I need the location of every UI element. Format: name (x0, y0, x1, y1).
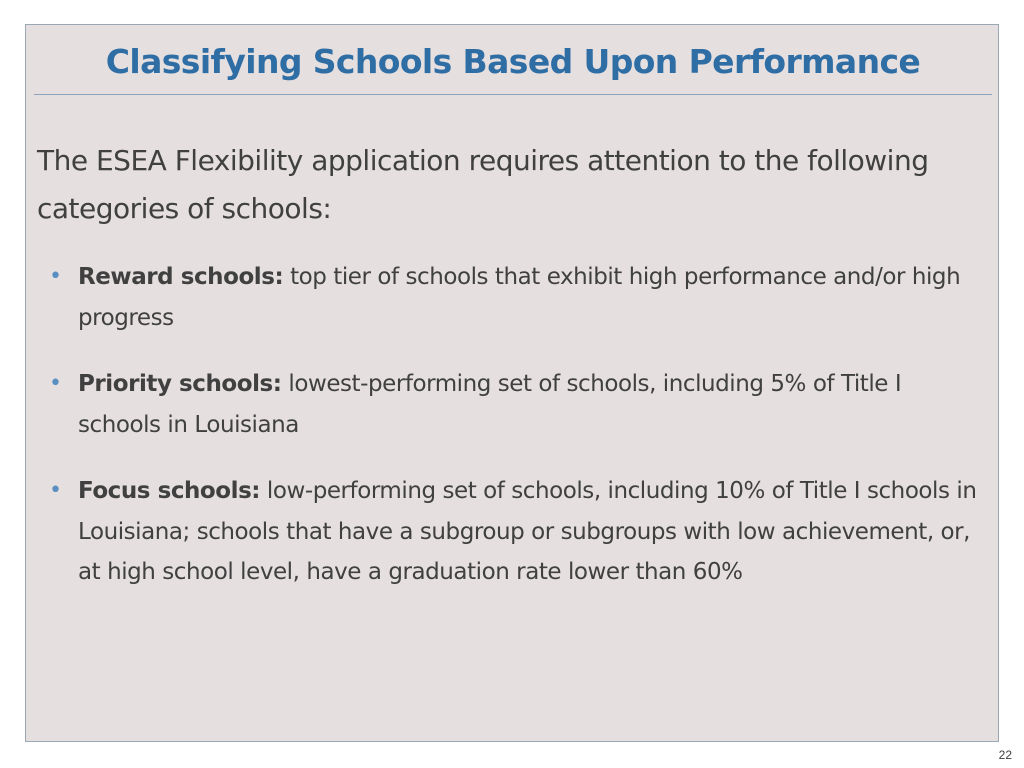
title-divider (34, 94, 992, 95)
bullet-text: lowest-performing set of schools, including 5% of Title I schools in Louisiana (78, 371, 902, 438)
intro-text: The ESEA Flexibility application requires attention to the following categories of schools: (37, 144, 929, 225)
bullet-term: Reward schools: (78, 264, 284, 290)
list-item-reward-schools (46, 257, 990, 338)
bullet-icon: • (49, 371, 62, 396)
slide-panel (25, 24, 999, 742)
bullet-icon: • (49, 478, 62, 503)
page-number: 22 (998, 748, 1012, 762)
bullet-text: top tier of schools that exhibit high performance and/or high progress (78, 264, 961, 331)
school-category-list (46, 257, 990, 619)
bullet-term: Focus schools: (78, 478, 261, 504)
list-item-focus-schools (46, 471, 990, 593)
slide-title: Classifying Schools Based Upon Performance (105, 42, 921, 81)
list-item-priority-schools (46, 364, 990, 445)
bullet-icon: • (49, 264, 62, 289)
bullet-term: Priority schools: (78, 371, 282, 397)
bullet-text: low-performing set of schools, including 10% of Title I schools in Louisiana; schools that have a subgroup or subgroups with low achievement, or, at high school level, have a graduation rate lower than 60% (78, 478, 977, 585)
